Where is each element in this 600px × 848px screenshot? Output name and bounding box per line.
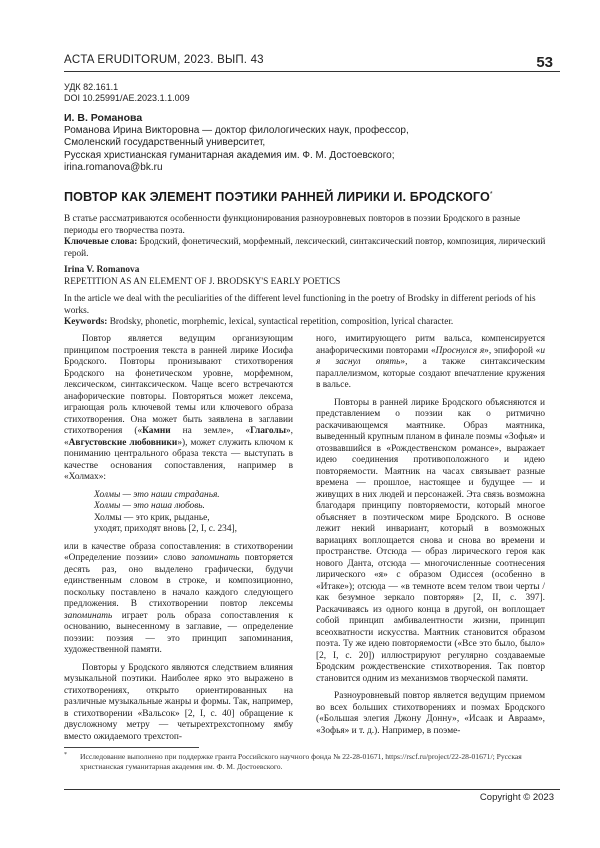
body-column-right bbox=[316, 334, 545, 737]
article-title-en: REPETITION AS AN ELEMENT OF J. BRODSKY'S EARLY POETICS bbox=[64, 276, 341, 287]
keywords-ru-label: Ключевые слова: bbox=[64, 237, 138, 248]
body-column-left bbox=[64, 334, 293, 743]
title-footnote-mark[interactable]: * bbox=[489, 190, 493, 198]
footnote bbox=[64, 752, 548, 771]
author-line: Русская христианская гуманитарная академия им. Ф. М. Достоевского; bbox=[64, 149, 395, 161]
keywords-en-label: Keywords: bbox=[64, 317, 108, 328]
copyright: Copyright © 2023 bbox=[479, 792, 554, 803]
article-title-text: ПОВТОР КАК ЭЛЕМЕНТ ПОЭТИКИ РАННЕЙ ЛИРИКИ И. БРОДСКОГО bbox=[64, 190, 490, 204]
abstract-en bbox=[64, 294, 548, 329]
abstract-en-text: In the article we deal with the peculiarities of the different level functioning in the poetry of Brodsky in different periods of his works. bbox=[64, 294, 536, 316]
page-number: 53 bbox=[536, 54, 553, 71]
poem-quote bbox=[94, 490, 293, 536]
doi: DOI 10.25991/AE.2023.1.1.009 bbox=[64, 93, 190, 103]
author-line: Романова Ирина Викторовна — доктор филологических наук, профессор, bbox=[64, 125, 409, 137]
author-name-en: Irina V. Romanova bbox=[64, 265, 140, 275]
author-email[interactable]: irina.romanova@bk.ru bbox=[64, 161, 163, 173]
keywords-en-text: Brodsky, phonetic, morphemic, lexical, syntactical repetition, composition, lyrical character. bbox=[109, 317, 454, 328]
poem-line: Холмы — это наши страданья. bbox=[94, 489, 220, 500]
keywords-ru bbox=[64, 237, 548, 260]
body-paragraph: Повторы у Бродского являются следствием влияния музыкальной поэтики. Наиболее ярко это выражено в стихотворениях, открыто ориентированных на различные музыкальные жанры и формы. Так, например, в стихотворении «Вальсок» [2, I, с. 40] обращение к двусложному метру — четырехтрехстопному ямбу вместо ожидаемого трехстоп- bbox=[64, 662, 293, 742]
udk-code: УДК 82.161.1 bbox=[64, 82, 119, 92]
body-paragraph: или в качестве образа сопоставления: в стихотворении «Определение поэзии» слово запоминать повторяется десять раз, оно выделено графически, будучи единственным словом в строке, и композиционно, поскольку поставлено в начало каждого следующего предложения. В стихотворении повтор лексемы запоминать играет роль образа сопоставления к основанию, вынесенному в заглавие, — определение поэзии: поэзия — это принцип запоминания, художественной памяти. bbox=[64, 541, 293, 655]
author-block bbox=[64, 112, 544, 174]
poem-line: уходят, приходят вновь [2, I, с. 234], bbox=[94, 524, 237, 534]
body-paragraph: Повторы в ранней лирике Бродского объясняются и представлением о поэзии как о ритмично раскачивающемся маятнике. Образ маятника, выведенный крупным планом в финале поэмы «Зофья» и отозвавшийся в «Рождественском романсе», выражает идею соединения противоположного и идею повторяемости. Маятник на часах связывает разные времена — прошлое, настоящее и будущее — и живущих в них людей и персонажей. Эта связь возможна благодаря принципу повторяемости, который многое объясняет в поэтическом мире Бродского. В основе лежит некий инвариант, который в возможных вариациях воплощается снова и снова во времени и пространстве. Отсюда — образ лирического героя как нового Данта, отсюда — многочисленные соотнесения лирического «я» с образом Одиссея (особенно в «Итаке»); отсюда — «в темноте всем телом твои черты / как безумное зеркало повторяя» [2, II, с. 397]. Раскачиваясь из одного конца в другой, он воплощает собой принцип амбивалентности жизни, принцип всеохватности искусства. Маятник становится образом поэта. Ту же идею повторяемости («Все это было, было» [2, I, с. 20]) иллюстрируют регулярно создаваемые Бродским рождественские стихотворения. Так повтор становится одним из механизмов творческой памяти. bbox=[316, 397, 545, 684]
poem-line: Холмы — это крик, рыданье, bbox=[94, 512, 210, 523]
footnote-rule bbox=[64, 747, 199, 748]
keywords-en bbox=[64, 317, 548, 329]
body-paragraph: Повтор является ведущим организующим принципом построения текста в ранней лирике Иосифа Бродского. Повторы пронизывают стихотворения Бродского на фонетическом уровне, морфемном, лексическом, синтаксическом. Чаще всего встречаются анафорические повторы. Повторяться может лексема, играющая роль ключевой темы или ключевого образа стихотворения. Она может быть заявлена в заглавии стихотворения («Камни на земле», «Глаголы», «Августовские любовники»), может служить ключом к пониманию центрального образа текста — выступать в качестве основания сопоставления, например в «Холмах»: bbox=[64, 334, 294, 482]
abstract-ru bbox=[64, 214, 548, 260]
header-rule bbox=[64, 71, 560, 72]
keywords-ru-text: Бродский, фонетический, морфемный, лексический, синтаксический повтор, композиция, лирический герой. bbox=[64, 237, 546, 259]
author-name: И. В. Романова bbox=[64, 112, 143, 124]
poem-line: Холмы — это наша любовь. bbox=[94, 501, 205, 511]
body-paragraph: ного, имитирующего ритм вальса, компенсируется анафорическими повторами «Проснулся я», эпифорой «и я заснул опять», а также синтаксическим параллелизмом, которые создают впечатление кружения в вальсе. bbox=[316, 334, 546, 390]
abstract-ru-text: В статье рассматриваются особенности функционирования разноуровневых повторов в поэзии Бродского в разные периоды его творчества поэта. bbox=[64, 214, 521, 236]
footnote-text: Исследование выполнено при поддержке гранта Российского научного фонда № 22-28-01671, https://rscf.ru/project/22-28-01671/; Русская христианская гуманитарная академия им. Ф. М. Достоевского. bbox=[80, 752, 522, 771]
article-title bbox=[64, 190, 544, 204]
author-line: Смоленский государственный университет, bbox=[64, 137, 266, 149]
footer-rule bbox=[64, 789, 560, 790]
running-head: ACTA ERUDITORUM, 2023. ВЫП. 43 bbox=[64, 54, 264, 66]
abstract-en-heading bbox=[64, 265, 548, 288]
footnote-mark: * bbox=[64, 752, 67, 758]
body-paragraph: Разноуровневый повтор является ведущим приемом во всех больших стихотворениях и поэмах Бродского («Большая элегия Джону Донну», «Исаак и Авраам», «Зофья» и т. д.). Например, в поэме- bbox=[316, 691, 545, 736]
article-meta bbox=[64, 82, 190, 104]
